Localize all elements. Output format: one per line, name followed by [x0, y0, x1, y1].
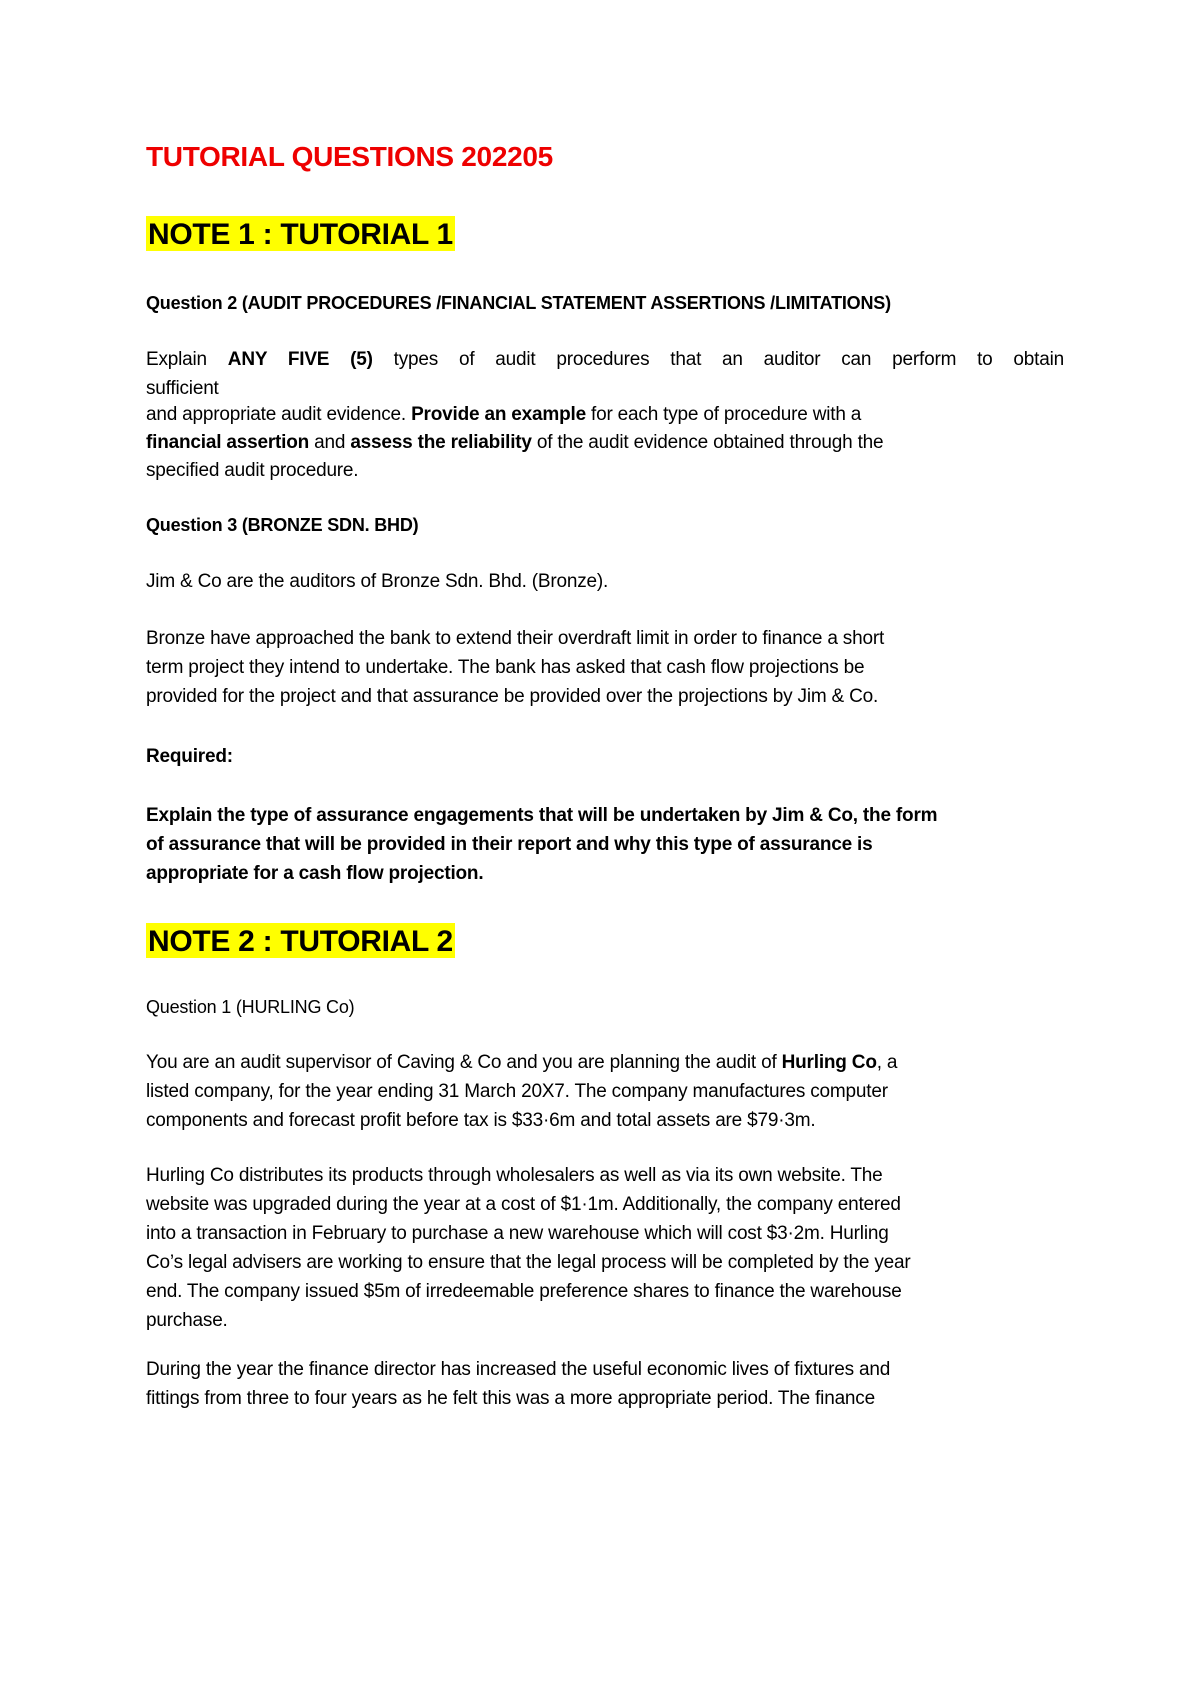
bold-text-run: Hurling Co [781, 1052, 877, 1073]
question-3-heading: Question 3 (BRONZE SDN. BHD) [146, 515, 419, 535]
question-2-line-2: sufficient [146, 378, 219, 399]
note-2-highlight: NOTE 2 : TUTORIAL 2 [148, 925, 453, 958]
bold-text-run: assess the reliability [350, 432, 532, 453]
text-run: and [309, 432, 351, 453]
paragraph-line: end. The company issued $5m of irredeemable preference shares to finance the warehouse [146, 1281, 902, 1302]
note-1-heading [146, 215, 455, 255]
question-1-paragraph-2 [146, 1161, 1066, 1335]
required-question [146, 801, 1066, 888]
document-title: TUTORIAL QUESTIONS 202205 [146, 141, 553, 172]
paragraph-line: listed company, for the year ending 31 March 20X7. The company manufactures computer [146, 1081, 888, 1102]
question-3-paragraph-2 [146, 624, 1066, 711]
paragraph-line: Hurling Co distributes its products through wholesalers as well as via its own website. The [146, 1165, 883, 1186]
paragraph-line [146, 1048, 1066, 1077]
question-2-line-5: specified audit procedure. [146, 460, 359, 481]
paragraph-line: into a transaction in February to purchase a new warehouse which will cost $3·2m. Hurling [146, 1223, 889, 1244]
bold-text-run: financial assertion [146, 432, 310, 453]
text-run: of the audit evidence obtained through the [531, 432, 884, 453]
paragraph-line: appropriate for a cash flow projection. [146, 863, 484, 884]
paragraph-line: fittings from three to four years as he felt this was a more appropriate period. The finance [146, 1388, 875, 1409]
paragraph-line: term project they intend to undertake. The bank has asked that cash flow projections be [146, 657, 865, 678]
paragraph-line: components and forecast profit before tax is $33·6m and total assets are $79·3m. [146, 1110, 816, 1131]
paragraph-line: purchase. [146, 1310, 228, 1331]
question-1-paragraph-1 [146, 1048, 1066, 1135]
text-run: and appropriate audit evidence. [146, 404, 412, 425]
paragraph-line: Explain the type of assurance engagements that will be undertaken by Jim & Co, the form [146, 805, 938, 826]
question-1-paragraph-3 [146, 1355, 1066, 1413]
paragraph-line: of assurance that will be provided in their report and why this type of assurance is [146, 834, 873, 855]
paragraph-line: Bronze have approached the bank to extend their overdraft limit in order to finance a short [146, 628, 885, 649]
bold-text-run: ANY FIVE (5) [227, 349, 373, 370]
paragraph-line: During the year the finance director has increased the useful economic lives of fixtures and [146, 1359, 891, 1380]
text-run: for each type of procedure with a [585, 404, 862, 425]
note-1-highlight: NOTE 1 : TUTORIAL 1 [148, 218, 453, 251]
question-2-line-4 [146, 428, 883, 457]
paragraph-line: website was upgraded during the year at a cost of $1·1m. Additionally, the company entered [146, 1194, 901, 1215]
bold-text-run: Provide an example [411, 404, 586, 425]
question-1-heading: Question 1 (HURLING Co) [146, 997, 355, 1017]
text-run: Explain [146, 349, 228, 370]
text-run: You are an audit supervisor of Caving & Co and you are planning the audit of [146, 1052, 782, 1073]
text-run: , a [876, 1052, 898, 1073]
question-2-line-1 [146, 345, 1064, 374]
text-run: types of audit procedures that an auditor can perform to obtain [372, 349, 1064, 370]
note-2-heading [146, 922, 455, 962]
required-label: Required: [146, 746, 233, 767]
question-2-heading: Question 2 (AUDIT PROCEDURES /FINANCIAL STATEMENT ASSERTIONS /LIMITATIONS) [146, 293, 891, 313]
question-3-paragraph-1: Jim & Co are the auditors of Bronze Sdn. Bhd. (Bronze). [146, 571, 609, 592]
paragraph-line: Co’s legal advisers are working to ensure that the legal process will be completed by the year [146, 1252, 911, 1273]
question-2-line-3 [146, 400, 861, 429]
paragraph-line: provided for the project and that assurance be provided over the projections by Jim & Co. [146, 686, 879, 707]
